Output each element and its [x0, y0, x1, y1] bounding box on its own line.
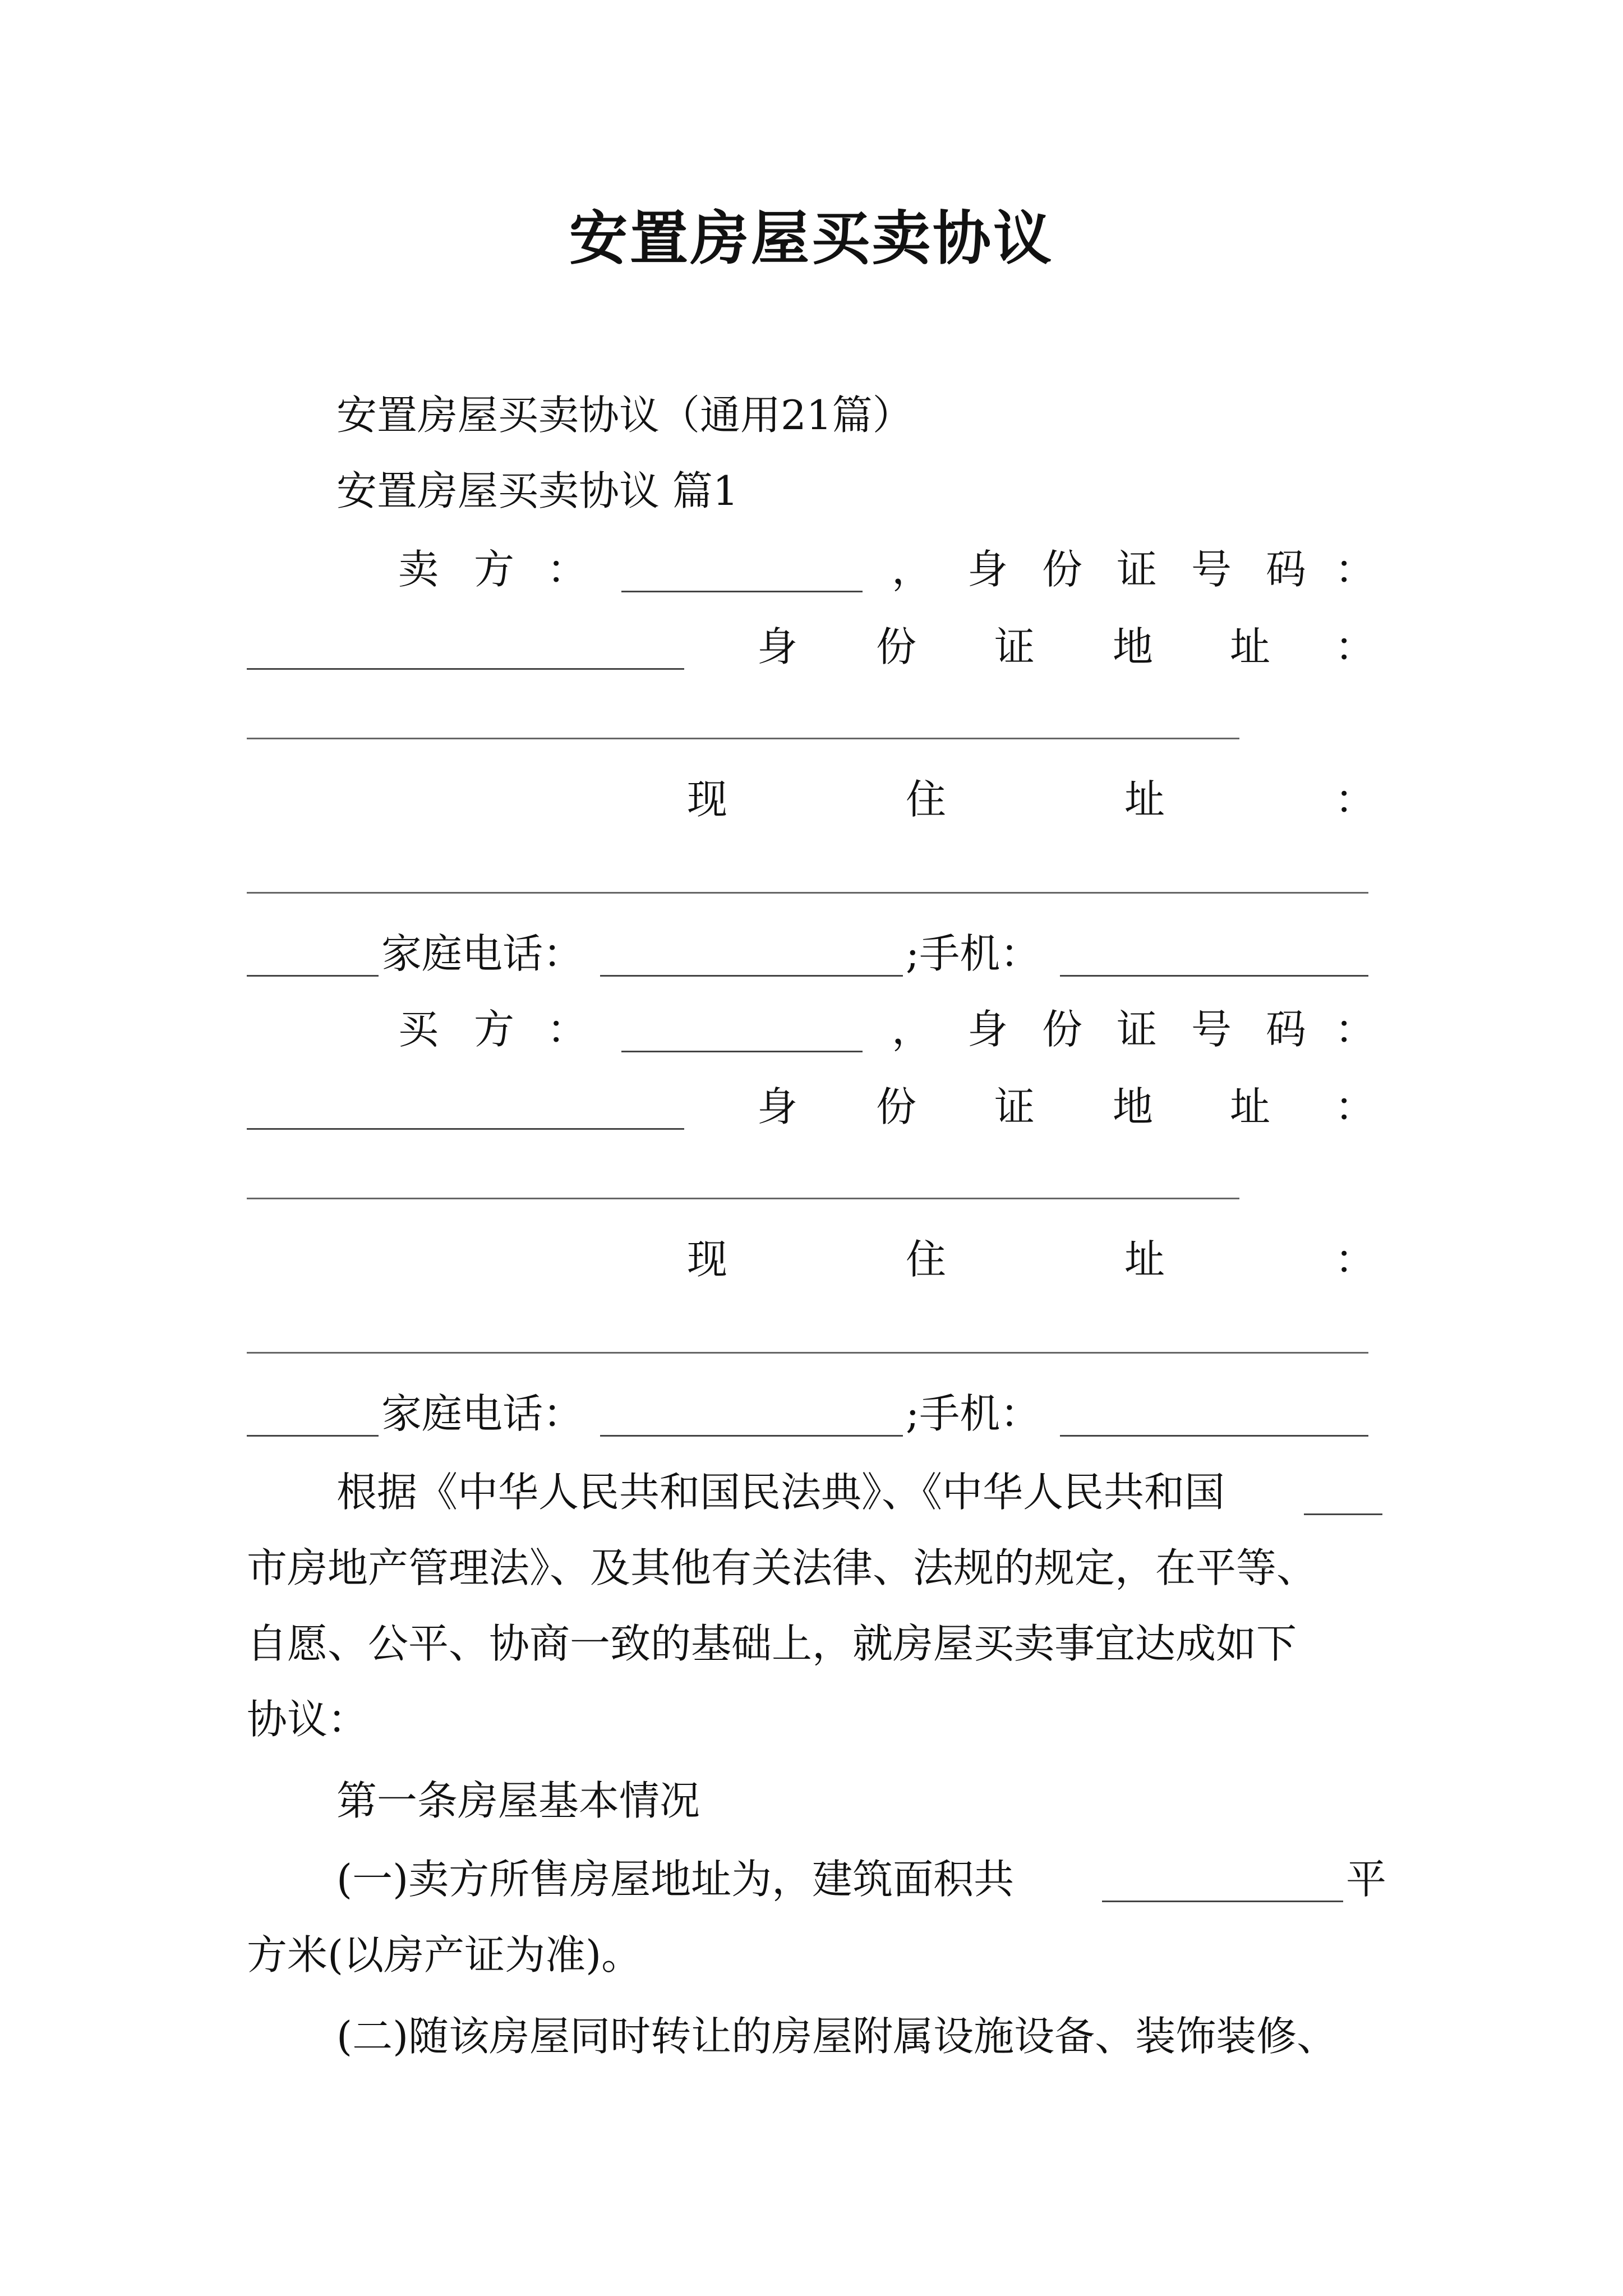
paragraph-line-2 — [0, 1529, 1623, 1607]
seller-id-char: 身 — [967, 546, 1008, 593]
seller-cur-char: 现 — [687, 776, 728, 823]
buyer-phone-lead-blank[interactable] — [247, 1435, 379, 1437]
buyer-row — [0, 990, 1623, 1069]
seller-idaddr-row — [0, 608, 1623, 686]
buyer-addr-char: ： — [1335, 1083, 1376, 1130]
paragraph-text: 协议： — [247, 1696, 368, 1743]
seller-id-char: 码 — [1266, 546, 1307, 593]
area-blank[interactable] — [1102, 1901, 1343, 1902]
buyer-name-blank[interactable] — [621, 1051, 863, 1052]
seller-cur-char: 址 — [1124, 776, 1165, 823]
buyer-addr-char: 证 — [994, 1083, 1035, 1130]
section-title: 安置房屋买卖协议 篇1 — [336, 467, 739, 514]
buyer-cur-char: 住 — [906, 1236, 947, 1283]
buyer-id-char: 证 — [1117, 1006, 1158, 1053]
article-1-heading: 第一条房屋基本情况 — [336, 1777, 700, 1824]
item-2-text: (二)随该房屋同时转让的房屋附属设施设备、装饰装修、 — [336, 2013, 1338, 2060]
seller-id-char: 号 — [1191, 546, 1232, 593]
seller-id-char: 证 — [1117, 546, 1158, 593]
item-1-unit: 平 — [1346, 1856, 1387, 1903]
buyer-idaddr-row — [0, 1068, 1623, 1146]
item-2-line — [0, 1997, 1623, 2076]
buyer-comma: ， — [892, 1006, 933, 1053]
section-title-line — [0, 452, 1623, 530]
seller-current-blank[interactable] — [247, 892, 1368, 894]
seller-addr-char: 证 — [994, 623, 1035, 670]
buyer-id-char: 码 — [1266, 1006, 1307, 1053]
buyer-current-blank[interactable] — [247, 1352, 1368, 1354]
seller-addr-char: 址 — [1230, 623, 1271, 670]
paragraph-text: 自愿、公平、协商一致的基础上，就房屋买卖事宜达成如下 — [247, 1620, 1297, 1667]
seller-id-blank[interactable] — [247, 668, 684, 670]
seller-addr-char: 份 — [876, 623, 917, 670]
seller-home-phone-label: 家庭电话： — [381, 930, 584, 977]
paragraph-text: 市房地产管理法》、及其他有关法律、法规的规定，在平等、 — [247, 1544, 1317, 1591]
seller-cur-char: 住 — [906, 776, 947, 823]
buyer-addr-blank[interactable] — [247, 1198, 1239, 1199]
seller-name-blank[interactable] — [621, 591, 863, 592]
item-1-line — [0, 1840, 1623, 1918]
seller-mobile-blank[interactable] — [1060, 975, 1368, 977]
buyer-id-blank[interactable] — [247, 1128, 684, 1130]
buyer-addr-char: 地 — [1113, 1083, 1154, 1130]
paragraph-line-4 — [0, 1680, 1623, 1759]
seller-addr-char: 身 — [757, 623, 798, 670]
buyer-current-row — [0, 1220, 1623, 1299]
buyer-addr-char: 址 — [1230, 1083, 1271, 1130]
buyer-home-phone-blank[interactable] — [600, 1435, 903, 1437]
seller-current-row — [0, 760, 1623, 839]
seller-comma: ， — [892, 546, 933, 593]
seller-row — [0, 530, 1623, 609]
seller-addr-char: 地 — [1113, 623, 1154, 670]
buyer-id-char: 身 — [967, 1006, 1008, 1053]
paragraph-text: 根据《中华人民共和国民法典》、《中华人民共和国 — [336, 1469, 1225, 1516]
buyer-label-char: ： — [547, 1006, 588, 1053]
buyer-label-char: 买 — [398, 1006, 439, 1053]
item-1-text: (一)卖方所售房屋地址为，建筑面积共 — [336, 1856, 1015, 1903]
seller-id-char: 份 — [1042, 546, 1083, 593]
buyer-phone-row — [0, 1374, 1623, 1453]
buyer-cur-char: ： — [1335, 1236, 1376, 1283]
seller-cur-char: ： — [1335, 776, 1376, 823]
article-1-line — [0, 1761, 1623, 1840]
seller-id-char: ： — [1335, 546, 1376, 593]
paragraph-line-1 — [0, 1453, 1623, 1531]
seller-label-char: ： — [547, 546, 588, 593]
buyer-home-phone-label: 家庭电话： — [381, 1390, 584, 1437]
seller-label-char: 卖 — [398, 546, 439, 593]
city-blank[interactable] — [1304, 1513, 1382, 1515]
seller-home-phone-blank[interactable] — [600, 975, 903, 977]
buyer-mobile-blank[interactable] — [1060, 1435, 1368, 1437]
buyer-label-char: 方 — [474, 1006, 515, 1053]
subtitle: 安置房屋买卖协议（通用21篇） — [336, 392, 913, 439]
seller-label-char: 方 — [474, 546, 515, 593]
seller-phone-row — [0, 914, 1623, 993]
seller-phone-lead-blank[interactable] — [247, 975, 379, 977]
buyer-id-char: 份 — [1042, 1006, 1083, 1053]
item-1-cont-line — [0, 1916, 1623, 1994]
seller-addr-blank[interactable] — [247, 738, 1239, 739]
buyer-mobile-label: ;手机： — [906, 1390, 1041, 1437]
buyer-addr-char: 身 — [757, 1083, 798, 1130]
buyer-cur-char: 址 — [1124, 1236, 1165, 1283]
buyer-id-char: ： — [1335, 1006, 1376, 1053]
document-title: 安置房屋买卖协议 — [569, 204, 1054, 273]
buyer-id-char: 号 — [1191, 1006, 1232, 1053]
buyer-cur-char: 现 — [687, 1236, 728, 1283]
paragraph-line-3 — [0, 1604, 1623, 1683]
buyer-addr-char: 份 — [876, 1083, 917, 1130]
item-1-cont: 方米(以房产证为准)。 — [247, 1931, 642, 1978]
subtitle-line — [0, 376, 1623, 454]
seller-mobile-label: ;手机： — [906, 930, 1041, 977]
seller-addr-char: ： — [1335, 623, 1376, 670]
